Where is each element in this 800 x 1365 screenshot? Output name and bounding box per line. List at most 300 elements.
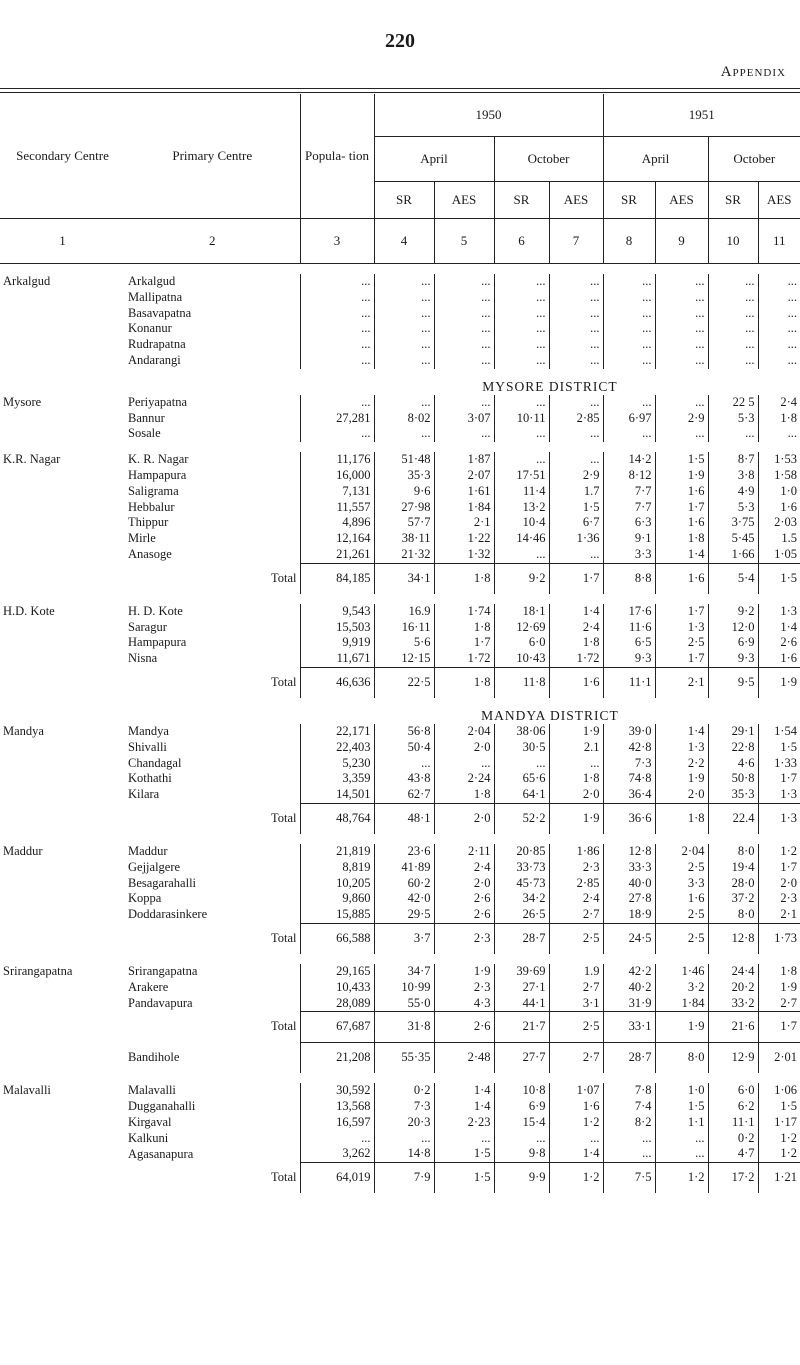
secondary-centre-cell <box>0 980 125 996</box>
header-primary-centre: Primary Centre <box>172 148 253 164</box>
value-cell: 27·7 <box>494 1043 549 1074</box>
secondary-centre-cell: Srirangapatna <box>3 963 73 978</box>
value-cell: ... <box>374 306 434 322</box>
primary-centre-cell: Hebbalur <box>128 499 175 514</box>
total-value-cell: 36·6 <box>603 803 655 834</box>
value-cell: 1·05 <box>758 547 800 563</box>
value-cell: 1·2 <box>758 844 800 860</box>
value-cell: ... <box>494 547 549 563</box>
primary-centre-cell: Sosale <box>128 426 161 441</box>
value-cell: 8·7 <box>708 452 758 468</box>
value-cell: ... <box>603 426 655 442</box>
value-cell: ... <box>758 290 800 306</box>
value-cell: ... <box>494 337 549 353</box>
value-cell: 1·4 <box>434 1083 494 1099</box>
value-cell: 2·04 <box>434 724 494 740</box>
value-cell: 2·4 <box>434 860 494 876</box>
table-row <box>0 484 800 500</box>
primary-centre-cell: Maddur <box>128 843 168 858</box>
value-cell: 1·74 <box>434 604 494 620</box>
total-value-cell: 12·8 <box>708 923 758 954</box>
value-cell: 2·85 <box>549 411 603 427</box>
value-cell: ... <box>549 547 603 563</box>
value-cell: 1·9 <box>655 771 708 787</box>
value-cell: ... <box>494 290 549 306</box>
column-number: 11 <box>758 219 800 264</box>
total-label: Total <box>270 1019 297 1034</box>
table-row <box>0 844 800 860</box>
value-cell: ... <box>300 1131 374 1147</box>
value-cell: ... <box>494 1131 549 1147</box>
secondary-centre-cell: Malavalli <box>3 1083 51 1098</box>
total-value-cell: 1·8 <box>434 667 494 698</box>
data-table <box>0 94 800 1193</box>
total-value-cell: 1·2 <box>655 1163 708 1194</box>
value-cell: 15,885 <box>300 907 374 923</box>
value-cell: ... <box>549 337 603 353</box>
value-cell: 34·2 <box>494 891 549 907</box>
header-sr: SR <box>603 182 655 219</box>
value-cell: 7·4 <box>603 1099 655 1115</box>
spacer-row <box>0 834 800 844</box>
value-cell: 33·3 <box>603 860 655 876</box>
header-sr: SR <box>708 182 758 219</box>
table-row <box>0 1099 800 1115</box>
value-cell: 2·48 <box>434 1043 494 1074</box>
value-cell: 2·1 <box>758 907 800 923</box>
secondary-centre-cell <box>0 1115 125 1131</box>
table-row <box>0 787 800 803</box>
value-cell: 1·8 <box>549 771 603 787</box>
table-row <box>0 321 800 337</box>
value-cell: 64·1 <box>494 787 549 803</box>
secondary-centre-cell <box>0 876 125 892</box>
value-cell: 2·0 <box>434 740 494 756</box>
spacer-cell <box>0 1073 800 1083</box>
total-value-cell: 1·8 <box>434 563 494 594</box>
table-row <box>0 996 800 1012</box>
spacer-row <box>0 1073 800 1083</box>
value-cell: 10·4 <box>494 515 549 531</box>
running-head: Appendix <box>720 64 786 80</box>
value-cell: 4·3 <box>434 996 494 1012</box>
value-cell: 1·5 <box>758 1099 800 1115</box>
value-cell: ... <box>603 290 655 306</box>
value-cell: 27,281 <box>300 411 374 427</box>
value-cell: ... <box>300 290 374 306</box>
value-cell: 40·0 <box>603 876 655 892</box>
total-value-cell: 2·5 <box>549 1012 603 1043</box>
value-cell: 60·2 <box>374 876 434 892</box>
value-cell: 3·1 <box>549 996 603 1012</box>
value-cell: 8·0 <box>655 1043 708 1074</box>
value-cell: 10·8 <box>494 1083 549 1099</box>
value-cell: 8·0 <box>708 907 758 923</box>
value-cell: ... <box>434 395 494 411</box>
value-cell: 27·1 <box>494 980 549 996</box>
table-row <box>0 306 800 322</box>
value-cell: ... <box>758 274 800 290</box>
value-cell: 8,819 <box>300 860 374 876</box>
value-cell: 2·01 <box>758 1043 800 1074</box>
value-cell: 14·8 <box>374 1146 434 1162</box>
value-cell: 51·48 <box>374 452 434 468</box>
value-cell: 22,171 <box>300 724 374 740</box>
value-cell: 2·04 <box>655 844 708 860</box>
total-value-cell: 1·6 <box>549 667 603 698</box>
value-cell: 22·8 <box>708 740 758 756</box>
value-cell: 74·8 <box>603 771 655 787</box>
value-cell: 16,000 <box>300 468 374 484</box>
value-cell: 2·0 <box>655 787 708 803</box>
value-cell: ... <box>655 1131 708 1147</box>
total-value-cell: 1·6 <box>655 563 708 594</box>
value-cell: 9·6 <box>374 484 434 500</box>
top-rule-inner <box>0 92 800 93</box>
column-number: 1 <box>0 219 125 264</box>
district-spacer <box>0 369 300 395</box>
value-cell: 2·1 <box>434 515 494 531</box>
value-cell: 1·2 <box>758 1131 800 1147</box>
value-cell: 1·6 <box>655 891 708 907</box>
value-cell: 27·8 <box>603 891 655 907</box>
secondary-centre-cell <box>0 468 125 484</box>
header-aes: AES <box>434 182 494 219</box>
value-cell: 55·35 <box>374 1043 434 1074</box>
table-row <box>0 1043 800 1074</box>
secondary-centre-cell <box>0 635 125 651</box>
header-year-1951: 1951 <box>603 94 800 137</box>
table-row <box>0 1146 800 1162</box>
total-row <box>0 563 800 594</box>
table-row <box>0 980 800 996</box>
total-value-cell: 66,588 <box>300 923 374 954</box>
total-value-cell: 52·2 <box>494 803 549 834</box>
spacer-row <box>0 954 800 964</box>
total-row <box>0 923 800 954</box>
value-cell: 10,433 <box>300 980 374 996</box>
value-cell: 9,860 <box>300 891 374 907</box>
value-cell: 14·2 <box>603 452 655 468</box>
value-cell: ... <box>300 395 374 411</box>
total-value-cell: 5·4 <box>708 563 758 594</box>
column-number: 2 <box>125 219 300 264</box>
value-cell: ... <box>549 426 603 442</box>
value-cell: 5·45 <box>708 531 758 547</box>
total-spacer <box>0 1163 125 1194</box>
total-spacer <box>0 803 125 834</box>
value-cell: 13·2 <box>494 500 549 516</box>
value-cell: 12·9 <box>708 1043 758 1074</box>
value-cell: 7·7 <box>603 500 655 516</box>
value-cell: 1·6 <box>655 515 708 531</box>
value-cell: 12·15 <box>374 651 434 667</box>
value-cell: 6·3 <box>603 515 655 531</box>
value-cell: 42·0 <box>374 891 434 907</box>
value-cell: 41·89 <box>374 860 434 876</box>
secondary-centre-cell <box>0 1043 125 1074</box>
primary-centre-cell: Kothathi <box>128 771 172 786</box>
primary-centre-cell: Nisna <box>128 651 158 666</box>
value-cell: ... <box>758 321 800 337</box>
value-cell: ... <box>758 337 800 353</box>
value-cell: 2·03 <box>758 515 800 531</box>
total-row <box>0 1163 800 1194</box>
value-cell: ... <box>758 306 800 322</box>
value-cell: 50·8 <box>708 771 758 787</box>
table-row <box>0 771 800 787</box>
total-value-cell: 28·7 <box>494 923 549 954</box>
primary-centre-cell: Konanur <box>128 321 172 336</box>
total-value-cell: 1·9 <box>758 667 800 698</box>
total-value-cell: 1·7 <box>758 1012 800 1043</box>
value-cell: ... <box>603 1146 655 1162</box>
value-cell: 3·3 <box>603 547 655 563</box>
primary-centre-cell: H. D. Kote <box>128 603 183 618</box>
secondary-centre-cell <box>0 515 125 531</box>
value-cell: ... <box>603 353 655 369</box>
value-cell: 2·5 <box>655 635 708 651</box>
primary-centre-cell: Pandavapura <box>128 995 193 1010</box>
value-cell: 40·2 <box>603 980 655 996</box>
value-cell: 65·6 <box>494 771 549 787</box>
value-cell: 42·8 <box>603 740 655 756</box>
value-cell: 36·4 <box>603 787 655 803</box>
table-row <box>0 290 800 306</box>
value-cell: 20·85 <box>494 844 549 860</box>
value-cell: 2·24 <box>434 771 494 787</box>
primary-centre-cell: Saragur <box>128 619 167 634</box>
column-number: 5 <box>434 219 494 264</box>
value-cell: 2·6 <box>434 907 494 923</box>
value-cell: 20·3 <box>374 1115 434 1131</box>
value-cell: 1·33 <box>758 756 800 772</box>
total-spacer <box>0 667 125 698</box>
total-value-cell: 64,019 <box>300 1163 374 1194</box>
primary-centre-cell: Hampapura <box>128 635 187 650</box>
value-cell: 11,557 <box>300 500 374 516</box>
column-number: 7 <box>549 219 603 264</box>
value-cell: ... <box>655 353 708 369</box>
value-cell: 9·1 <box>603 531 655 547</box>
value-cell: 9,543 <box>300 604 374 620</box>
secondary-centre-cell: K.R. Nagar <box>3 452 61 467</box>
header-aes: AES <box>758 182 800 219</box>
value-cell: 57·7 <box>374 515 434 531</box>
table-row <box>0 337 800 353</box>
value-cell: 1·3 <box>758 787 800 803</box>
header-aes: AES <box>655 182 708 219</box>
value-cell: ... <box>374 274 434 290</box>
value-cell: 4·9 <box>708 484 758 500</box>
total-value-cell: 31·8 <box>374 1012 434 1043</box>
value-cell: 1·72 <box>434 651 494 667</box>
value-cell: 34·7 <box>374 964 434 980</box>
value-cell: ... <box>603 306 655 322</box>
value-cell: ... <box>374 395 434 411</box>
total-value-cell: 1·9 <box>655 1012 708 1043</box>
value-cell: 21,208 <box>300 1043 374 1074</box>
table-row <box>0 964 800 980</box>
value-cell: 50·4 <box>374 740 434 756</box>
value-cell: ... <box>494 395 549 411</box>
value-cell: 2.1 <box>549 740 603 756</box>
value-cell: 2·3 <box>434 980 494 996</box>
value-cell: ... <box>374 290 434 306</box>
table-row <box>0 740 800 756</box>
value-cell: 1·9 <box>655 468 708 484</box>
value-cell: ... <box>300 426 374 442</box>
value-cell: 6·7 <box>549 515 603 531</box>
value-cell: 10·99 <box>374 980 434 996</box>
value-cell: 1·5 <box>655 1099 708 1115</box>
spacer-cell <box>0 442 800 452</box>
value-cell: 1·87 <box>434 452 494 468</box>
total-label: Total <box>270 1170 297 1185</box>
value-cell: 9·3 <box>603 651 655 667</box>
primary-centre-cell: Srirangapatna <box>128 963 198 978</box>
total-row <box>0 803 800 834</box>
secondary-centre-cell <box>0 651 125 667</box>
primary-centre-cell: Kirgaval <box>128 1114 172 1129</box>
total-label: Total <box>270 930 297 945</box>
secondary-centre-cell <box>0 1099 125 1115</box>
value-cell: 1·2 <box>758 1146 800 1162</box>
value-cell: 1·4 <box>655 547 708 563</box>
value-cell: ... <box>494 274 549 290</box>
value-cell: 1·6 <box>655 484 708 500</box>
value-cell: 39·69 <box>494 964 549 980</box>
value-cell: 1·8 <box>655 531 708 547</box>
value-cell: ... <box>374 426 434 442</box>
value-cell: ... <box>655 337 708 353</box>
primary-centre-cell: Saligrama <box>128 483 179 498</box>
value-cell: 2·3 <box>549 860 603 876</box>
primary-centre-cell: Mandya <box>128 723 169 738</box>
value-cell: ... <box>549 756 603 772</box>
value-cell: 24·4 <box>708 964 758 980</box>
value-cell: 6·9 <box>708 635 758 651</box>
secondary-centre-cell <box>0 290 125 306</box>
table-row <box>0 468 800 484</box>
primary-centre-cell: Malavalli <box>128 1083 176 1098</box>
secondary-centre-cell <box>0 740 125 756</box>
value-cell: 1·32 <box>434 547 494 563</box>
value-cell: ... <box>374 1131 434 1147</box>
secondary-centre-cell <box>0 353 125 369</box>
primary-centre-cell: Rudrapatna <box>128 337 186 352</box>
value-cell: 1·9 <box>434 964 494 980</box>
spacer-cell <box>0 264 800 275</box>
value-cell: 6·0 <box>494 635 549 651</box>
total-value-cell: 1·73 <box>758 923 800 954</box>
value-cell: 3·75 <box>708 515 758 531</box>
value-cell: 12·0 <box>708 620 758 636</box>
total-value-cell: 1·7 <box>549 563 603 594</box>
total-value-cell: 48,764 <box>300 803 374 834</box>
header-year-1950: 1950 <box>374 94 603 137</box>
value-cell: 18·9 <box>603 907 655 923</box>
total-label: Total <box>270 810 297 825</box>
value-cell: ... <box>655 290 708 306</box>
table-row <box>0 353 800 369</box>
value-cell: 17·6 <box>603 604 655 620</box>
value-cell: 16,597 <box>300 1115 374 1131</box>
value-cell: 18·1 <box>494 604 549 620</box>
total-value-cell: 9·5 <box>708 667 758 698</box>
value-cell: 6·9 <box>494 1099 549 1115</box>
value-cell: 2·5 <box>655 860 708 876</box>
secondary-centre-cell <box>0 500 125 516</box>
primary-centre-cell: Koppa <box>128 891 162 906</box>
value-cell: 1·1 <box>655 1115 708 1131</box>
value-cell: 15,503 <box>300 620 374 636</box>
value-cell: 7·3 <box>374 1099 434 1115</box>
column-number: 6 <box>494 219 549 264</box>
primary-centre-cell: Thippur <box>128 515 169 530</box>
value-cell: ... <box>708 306 758 322</box>
primary-centre-cell: Basavapatna <box>128 305 192 320</box>
total-value-cell: 46,636 <box>300 667 374 698</box>
value-cell: 12,164 <box>300 531 374 547</box>
value-cell: 12·8 <box>603 844 655 860</box>
value-cell: ... <box>549 353 603 369</box>
primary-centre-cell: Doddarasinkere <box>128 907 208 922</box>
value-cell: 10,205 <box>300 876 374 892</box>
value-cell: 38·11 <box>374 531 434 547</box>
table-row <box>0 452 800 468</box>
column-number: 3 <box>300 219 374 264</box>
table-row <box>0 756 800 772</box>
value-cell: 8·02 <box>374 411 434 427</box>
value-cell: ... <box>603 321 655 337</box>
value-cell: 30,592 <box>300 1083 374 1099</box>
secondary-centre-cell <box>0 860 125 876</box>
value-cell: ... <box>374 321 434 337</box>
table-row <box>0 426 800 442</box>
value-cell: 29·5 <box>374 907 434 923</box>
secondary-centre-cell: Mysore <box>3 394 42 409</box>
page-number: 220 <box>385 30 415 52</box>
value-cell: 1·53 <box>758 452 800 468</box>
value-cell: 2·0 <box>549 787 603 803</box>
value-cell: ... <box>494 321 549 337</box>
primary-centre-cell: Agasanapura <box>128 1146 194 1161</box>
spacer-cell <box>0 834 800 844</box>
value-cell: 28·0 <box>708 876 758 892</box>
value-cell: 1·86 <box>549 844 603 860</box>
total-value-cell: 1·21 <box>758 1163 800 1194</box>
value-cell: 11·1 <box>708 1115 758 1131</box>
value-cell: ... <box>708 337 758 353</box>
value-cell: ... <box>549 274 603 290</box>
primary-centre-cell: Bannur <box>128 410 165 425</box>
total-spacer <box>0 563 125 594</box>
column-number: 9 <box>655 219 708 264</box>
total-value-cell: 22.4 <box>708 803 758 834</box>
value-cell: 5·3 <box>708 500 758 516</box>
value-cell: 26·5 <box>494 907 549 923</box>
value-cell: 3·2 <box>655 980 708 996</box>
value-cell: 12·69 <box>494 620 549 636</box>
value-cell: 7,131 <box>300 484 374 500</box>
value-cell: ... <box>434 321 494 337</box>
secondary-centre-cell <box>0 756 125 772</box>
district-heading-row <box>0 698 800 724</box>
value-cell: 2·4 <box>549 891 603 907</box>
total-label: Total <box>270 674 297 689</box>
value-cell: ... <box>549 395 603 411</box>
